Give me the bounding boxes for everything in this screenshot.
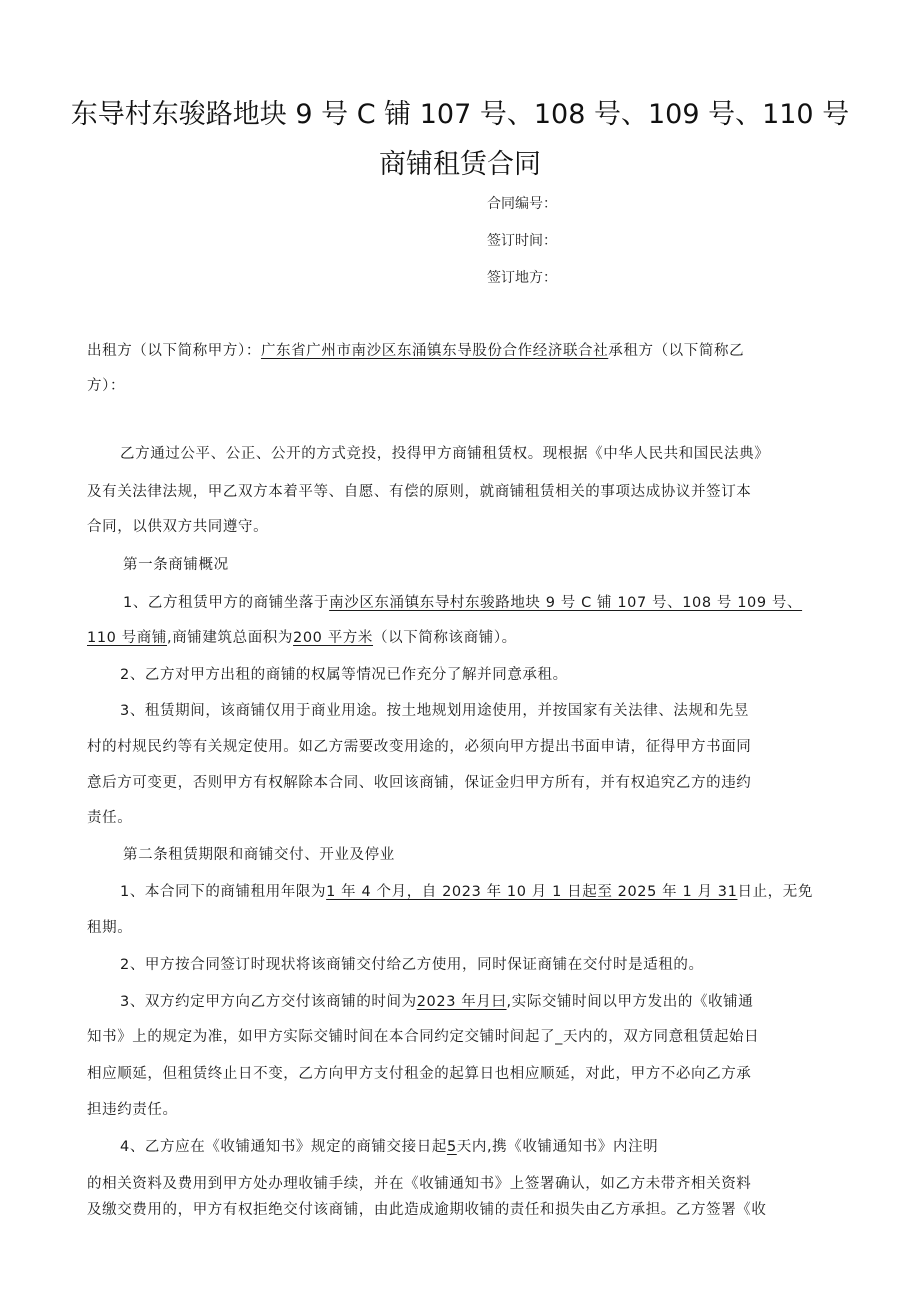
lease-term: 1 年 4 个月，自 2023 年 10 月 1 日起至 2025 年 1 月 31	[326, 884, 738, 900]
sign-place-label: 签订地方：	[487, 270, 557, 286]
sign-time-label: 签订时间：	[487, 233, 557, 249]
intro-line-2: 及有关法律法规，甲乙双方本着平等、自愿、有偿的原则，就商铺租赁相关的事项达成协议并签订本	[87, 484, 752, 500]
lessee-prefix: 承租方（以下简称乙	[608, 343, 745, 359]
article-1-clause-1-cont	[87, 626, 517, 647]
article-2-clause-3-line-4: 担违约责任。	[87, 1102, 178, 1118]
article-1-clause-3-line-3: 意后方可变更，否则甲方有权解除本合同、收回该商铺，保证金归甲方所有，并有权追究乙方的违约	[87, 775, 752, 791]
clause-text: 3、双方约定甲方向乙方交付该商铺的时间为	[120, 994, 417, 1010]
article-2-clause-3-line-2: 知书》上的规定为准，如甲方实际交铺时间在本合同约定交铺时间起了_天内的，双方同意租赁起始日	[87, 1029, 760, 1045]
title-line-1: 东导村东骏路地块 9 号 C 铺 107 号、108 号、109 号、110 号	[70, 99, 850, 130]
clause-text: 天内,携《收铺通知书》内注明	[456, 1139, 659, 1155]
article-1-clause-2: 2、乙方对甲方出租的商铺的权属等情况已作充分了解并同意承租。	[120, 667, 568, 683]
clause-text: 1、乙方租赁甲方的商铺坐落于	[123, 595, 330, 611]
article-2-clause-3	[120, 990, 753, 1011]
lessor-name: 广东省广州市南沙区东涌镇东导股份合作经济联合社	[260, 343, 609, 359]
article-2-clause-4-line-3: 及缴交费用的，甲方有权拒绝交付该商铺，由此造成逾期收铺的责任和损失由乙方承担。乙方签署《收	[87, 1202, 767, 1218]
shop-number: 110 号商铺	[87, 630, 167, 646]
clause-text: 1、本合同下的商铺租用年限为	[120, 884, 327, 900]
article-1-clause-3-line-4: 责任。	[87, 810, 133, 826]
lessor-line	[87, 339, 744, 360]
article-2-clause-2: 2、甲方按合同签订时现状将该商铺交付给乙方使用，同时保证商铺在交付时是适租的。	[120, 957, 704, 973]
lessor-prefix: 出租方（以下简称甲方）：	[87, 343, 261, 359]
handover-days: 5	[446, 1139, 457, 1155]
article-1-clause-3-line-1: 3、租赁期间，该商铺仅用于商业用途。按土地规划用途使用，并按国家有关法律、法规和先昱	[120, 703, 749, 719]
handover-date: 2023 年月曰	[416, 994, 507, 1010]
clause-text: ,商铺建筑总面积为	[167, 630, 294, 646]
intro-line-1: 乙方通过公平、公正、公开的方式竞投，投得甲方商铺租赁权。现根据《中华人民共和国民法典》	[120, 446, 770, 462]
article-2-heading: 第二条租赁期限和商铺交付、开业及停业	[123, 847, 395, 863]
contract-number-label: 合同编号：	[487, 196, 557, 212]
article-1-clause-3-line-2: 村的村规民约等有关规定使用。如乙方需要改变用途的，必须向甲方提出书面申请，征得甲方书面同	[87, 739, 752, 755]
article-2-clause-4-line-2: 的相关资料及费用到甲方处办理收铺手续，并在《收铺通知书》上签署确认，如乙方未带齐相关资料	[87, 1176, 752, 1192]
clause-text: 4、乙方应在《收铺通知书》规定的商铺交接日起	[120, 1139, 447, 1155]
clause-text: （以下简称该商铺）。	[373, 630, 517, 646]
shop-area: 200 平方米	[293, 630, 374, 646]
clause-text: ,实际交铺时间以甲方发出的《收铺通	[506, 994, 754, 1010]
article-2-clause-3-line-3: 相应顺延，但租赁终止日不变，乙方向甲方支付租金的起算日也相应顺延，对此，甲方不必向乙方承	[87, 1066, 752, 1082]
article-2-clause-1-cont: 租期。	[87, 920, 133, 936]
clause-text: 日止，无免	[737, 884, 813, 900]
article-1-heading: 第一条商铺概况	[123, 557, 229, 573]
intro-line-3: 合同，以供双方共同遵守。	[87, 519, 269, 535]
article-1-clause-1	[123, 591, 802, 612]
article-2-clause-1	[120, 880, 813, 901]
shop-location: 南沙区东涌镇东导村东骏路地块 9 号 C 铺 107 号、108 号 109 号、	[329, 595, 803, 611]
lessee-tail: 方）：	[87, 378, 126, 394]
article-2-clause-4	[120, 1135, 658, 1156]
title-line-2: 商铺租赁合同	[379, 149, 541, 180]
